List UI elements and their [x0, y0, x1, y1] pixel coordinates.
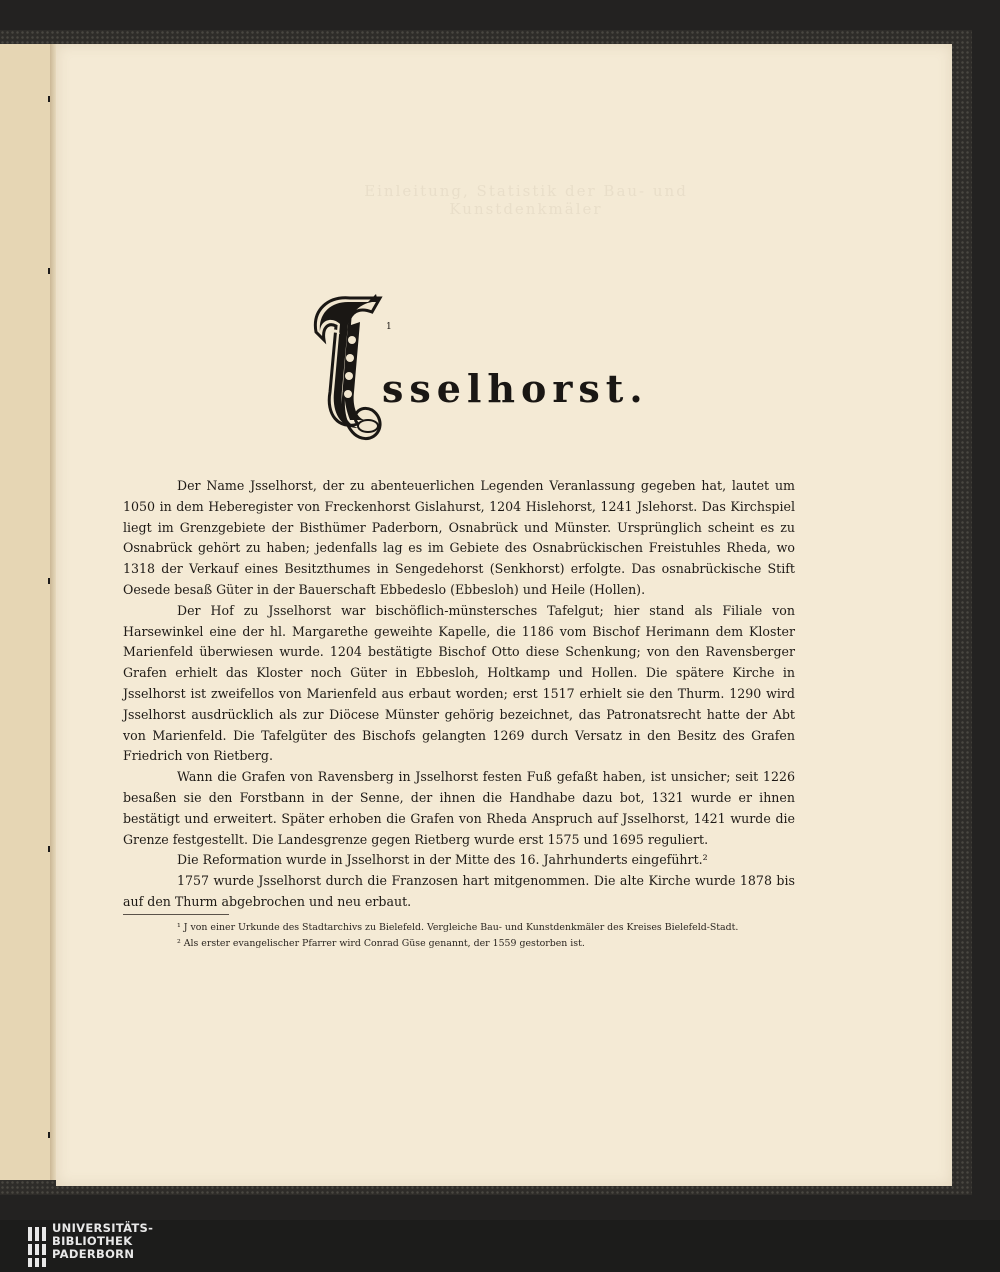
title-text: sselhorst. — [382, 366, 649, 411]
paragraph: Wann die Grafen von Ravensberg in Jsselhorst festen Fuß gefaßt haben, ist unsicher; seit 1226 besaßen sie den Forstbann in der Senne, der ihnen die Handhabe dazu bot, 1321 wurde er ihnen bestätigt und erweitert. Später erhoben die Grafen von Rheda Anspruch auf Jsselhorst, 1421 wurde die Grenze festgestellt. Die Landesgrenze gegen Rietberg wurde erst 1575 und 1695 reguliert. — [123, 769, 795, 847]
footnote: ² Als erster evangelischer Pfarrer wird Conrad Güse genannt, der 1559 gestorben ist. — [177, 938, 585, 949]
title-footnote-mark: 1 — [386, 322, 392, 332]
page-title — [310, 292, 649, 452]
paragraph: Der Name Jsselhorst, der zu abenteuerlichen Legenden Veranlassung gegeben hat, lautet um 1050 in dem Heberegister von Freckenhorst Gislahurst, 1204 Hislehorst, 1241 Jslehorst. Das Kirchspiel liegt im Grenzgebiete der Bisthümer Paderborn, Osnabrück und Münster. Ursprünglich scheint es zu Osnabrück gehört zu haben; jedenfalls lag es im Gebiete des Osnabrückischen Freistuhles Rheda, wo 1318 der Verkauf eines Besitzthumes in Sengedehorst (Senkhorst) erfolgte. Das osnabrückische Stift Oesede besaß Güter in der Bauerschaft Ebbedeslo (Ebbesloh) und Heile (Hollen). — [123, 478, 795, 597]
library-logo-text[interactable] — [52, 1222, 153, 1261]
logo-line: UNIVERSITÄTS- — [52, 1221, 154, 1235]
logo-line: PADERBORN — [52, 1247, 135, 1261]
show-through-text: Einleitung, Statistik der Bau- und Kunstdenkmäler — [364, 182, 688, 218]
paragraph: 1757 wurde Jsselhorst durch die Franzosen hart mitgenommen. Die alte Kirche wurde 1878 bis auf den Thurm abgebrochen und neu erbaut. — [123, 873, 795, 909]
library-logo-icon — [28, 1227, 46, 1267]
paragraph: Der Hof zu Jsselhorst war bischöflich-münstersches Tafelgut; hier stand als Filiale von Harsewinkel eine der hl. Margarethe geweihte Kapelle, die 1186 vom Bischof Herimann dem Kloster Marienfeld überwiesen wurde. 1204 bestätigte Bischof Otto diese Schenkung; von den Ravensberger Grafen erhielt das Kloster noch Güter in Ebbesloh, Holtkamp und Hollen. Die spätere Kirche in Jsselhorst ist zweifellos von Marienfeld aus erbaut worden; erst 1517 erhielt sie den Thurm. 1290 wird Jsselhorst ausdrücklich als zur Diöcese Münster gehörig bezeichnet, das Patronatsrecht hatte der Abt von Marienfeld. Die Tafelgüter des Bischofs gelangten 1269 durch Versatz in den Besitz des Grafen Friedrich von Rietberg. — [123, 602, 795, 764]
footnotes — [123, 920, 795, 952]
left-page-edge — [0, 44, 52, 1180]
footnote: ¹ J von einer Urkunde des Stadtarchivs zu Bielefeld. Vergleiche Bau- und Kunstdenkmäler des Kreises Bielefeld-Stadt. — [177, 922, 739, 933]
logo-line: BIBLIOTHEK — [52, 1234, 133, 1248]
ornamental-initial-icon — [310, 292, 386, 448]
footnote-divider — [123, 914, 229, 915]
body-text — [123, 476, 795, 913]
paragraph: Die Reformation wurde in Jsselhorst in der Mitte des 16. Jahrhunderts eingeführt.² — [177, 852, 708, 868]
